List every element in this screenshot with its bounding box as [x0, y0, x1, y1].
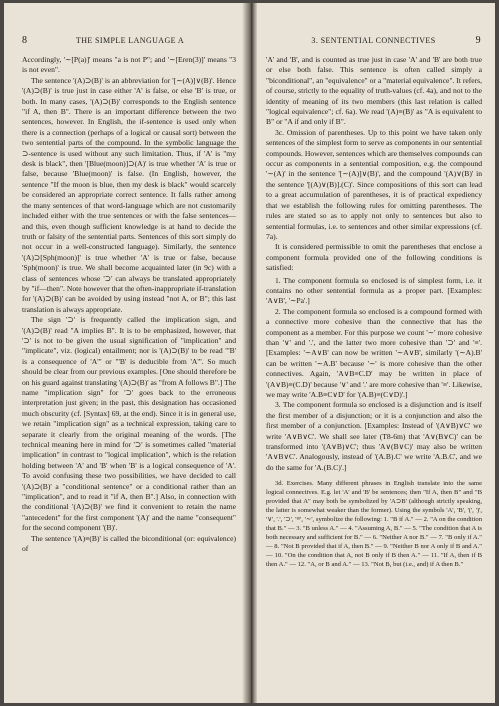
section-heading-paragraph: 3c. Omission of parentheses. Up to this point we have taken only sentences of the simplest form to serve as components in our sentential compounds. However, sentences which are themselves compounds can occur as components in a sentential composition, e.g. the compound '∼(A)' in the sentence '[∼(A)]∨(B)', and the compound '(A)∨(B)' in the sentence '[(A)∨(B)].(C)'. Since compositions of this sort can lead to a great accumulation of parentheses, it is of practical expediency that we establish the following rules for omitting parentheses. The rules are stated so as to apply not only to sentences but also to sentential formulas, i.e. to sentences and other similar expressions (cf. 7a). — [266, 127, 482, 241]
right-page — [254, 3, 495, 703]
rule-item: 1. The component formula so enclosed is of simplest form, i.e. it contains no other sentential formula as a proper part. [Examples: 'A∨B', '∼Pa'.] — [266, 275, 482, 306]
paragraph: 'A' and 'B', and is counted as true just in case 'A' and 'B' are both true or else both false. This sentence is often called simply a "biconditional", an "equivalence" or a "material equivalence". It refers, of course, strictly to the equality of truth-values (cf. 4a), and not to the identity of meaning of its two members (this last relation is called "logical equivalence"; cf. 6a). We read '(A)≡(B)' as "A is equivalent to B" or "A if and only if B". — [266, 55, 482, 127]
paragraph: The sentence '(A)≡(B)' is called the biconditional (or: equivalence) of — [22, 533, 236, 554]
paragraph: Accordingly, '∼[P(a)]' means "a is not P"; and '∼[Eren(3)]' means "3 is not even". — [22, 55, 236, 75]
left-page-number: 8 — [22, 35, 28, 46]
exercises-paragraph: 3d. Exercises. Many different phrases in English translate into the same logical connectives. E.g. let 'A' and 'B' be sentences; then "If A, then B" and "B provided that A" may both be symbolized by 'A⊃B' (although strictly speaking, the latter is somewhat weaker than the former). Using the symbols 'A', 'B', '(', ')', '∨', '.', '⊃', '≡', '∼', symbolize the following: 1. "B if A." — 2. "A on the condition that B." — 3. "B unless A." — 4. "Assuming A, B." — 5. "The condition that A is both necessary and sufficient for B." — 6. "Neither A nor B." — 7. "B only if A." — 8. "Not B provided that if A, then B." — 9. "Neither B nor A only if B and A." — 10. "On the condition that A, not B only if B then A." — 11. "If A, then if B then A." — 12. "A, or B and A." — 13. "Not B, but (i.e., and) if A then B." — [266, 480, 482, 569]
right-running-title: 3. SENTENTIAL CONNECTIVES — [311, 36, 436, 45]
rule-item: 2. The component formula so enclosed is a compound formed with a connective more cohesive than the connective that has the component as a member. For this purpose we count '∼' more cohesive than '∨' and '.', and the latter two more cohesive than '⊃' and '≡'. [Examples: '∼A∨B' can now be written '∼A∨B', similarly '(∼A).B' can be written '∼A.B' because '∼' is more cohesive than the other connectives. Again, 'A∨B≡C.D' may be written in place of '(A∨B)≡(C.D)' because '∨' and '.' are more cohesive than '≡'. Likewise, we may write 'A.B≡C∨D' for '(A.B)≡(C∨D)'.] — [266, 306, 482, 399]
book-spread — [4, 3, 495, 703]
left-page — [4, 3, 248, 703]
right-page-number: 9 — [475, 35, 481, 46]
paragraph: The sentence '(A)⊃(B)' is an abbreviation for '[∼(A)]∨(B)'. Hence '(A)⊃(B)' is true just in case either 'A' is false, or else 'B' is true, or both. In many cases, '(A)⊃(B)' corresponds to the English sentence "if A, then B". There is an important difference between the two sentences, however. In English, the if-sentence is used only when there is a connection (perhaps of a logical or causal sort) between the two sentential parts of the compound. In the symbolic language the ⊃-sentence is used without any such limitation. Thus, if 'A' is "my desk is black", then '[Blue(moon)]⊃(A)' is true whether 'A' is true or false, because 'Blue(moon)' is false. (In English, however, the sentence "If the moon is blue, then my desk is black" would scarcely be considered an appropriate correct sentence. It falls rather among the many sentences of that word-language which are not customarily included either with the true sentences or with the false sentences—and this, even though sufficient knowledge is at hand to decide the truth or falsity of the sentential parts. Sentences of this sort simply do not occur in a well-constructed language). Similarly, the sentence '(A)⊃[Sph(moon)]' is true whether 'A' is true or false, because 'Sph(moon)' is true. We shall become acquainted later (in 9c) with a class of sentences whose '⊃' can always be translated appropriately by "if—then". Note however that the often-inappropriate if-translation for '(A)⊃(B)' can be avoided by using instead "not A, or B"; this last translation is always appropriate. — [22, 75, 236, 314]
paragraph: It is considered permissible to omit the parentheses that enclose a component formula provided one of the following conditions is satisfied: — [266, 242, 482, 273]
right-body-text — [266, 55, 482, 569]
rule-item: 3. The component formula so enclosed is a disjunction and is itself the first member of a disjunction; or it is a conjunction and also the first member of a conjunction. [Examples: Instead of '(A∨B)∨C' we write 'A∨B∨C'. We shall see later (T8-6m) that 'A∨(B∨C)' can be transformed into '(A∨B)∨C'; thus 'A∨(B∨C)' may also be written 'A∨B∨C'. Analogously, instead of '(A.B).C' we write 'A.B.C', and we do the same for 'A.(B.C)'.] — [266, 400, 482, 472]
scan-artifact-line — [74, 147, 239, 148]
right-running-header — [266, 35, 481, 47]
left-running-title: THE SIMPLE LANGUAGE A — [75, 36, 185, 45]
paragraph: The sign '⊃' is frequently called the implication sign, and '(A)⊃(B)' read "A implies B". It is to be emphasized, however, that '⊃' is not to be given the usual signification of "implication" and "implicate", viz. (logical) entailment; nor is '(A)⊃(B)' to be read "'B' is a consequence of 'A'" or "'B' is deducible from 'A'". So much should be clear from our previous examples. [One should therefore be on his guard against translating '(A)⊃(B)' as "from A follows B".] The name "implication sign" for '⊃' goes back to the erroneous interpretation just given; in the past, this designation has occasioned much obscurity (cf. [Syntax] 69, at the end). Since it is in general use, we retain "implication sign" as a technical expression, taking care to separate it clearly from the original meaning of the words. [The technical meaning here in mind for '⊃' is sometimes called "material implication" in contrast to "logical implication", which is the relation holding between 'A' and 'B' when 'B' is a logical consequence of 'A'. To avoid confusing these two possibilities, we have decided to call '(A)⊃(B)' a "conditional sentence" or a conditional rather than an "implication", and to read it "if A, then B".] Also, in connection with the conditional '(A)⊃(B)' we find it convenient to retain the name "antecedent" for the first component '(A)' and the name "consequent" for the second component '(B)'. — [22, 315, 236, 533]
left-body-text — [22, 55, 236, 555]
left-running-header — [22, 35, 238, 47]
